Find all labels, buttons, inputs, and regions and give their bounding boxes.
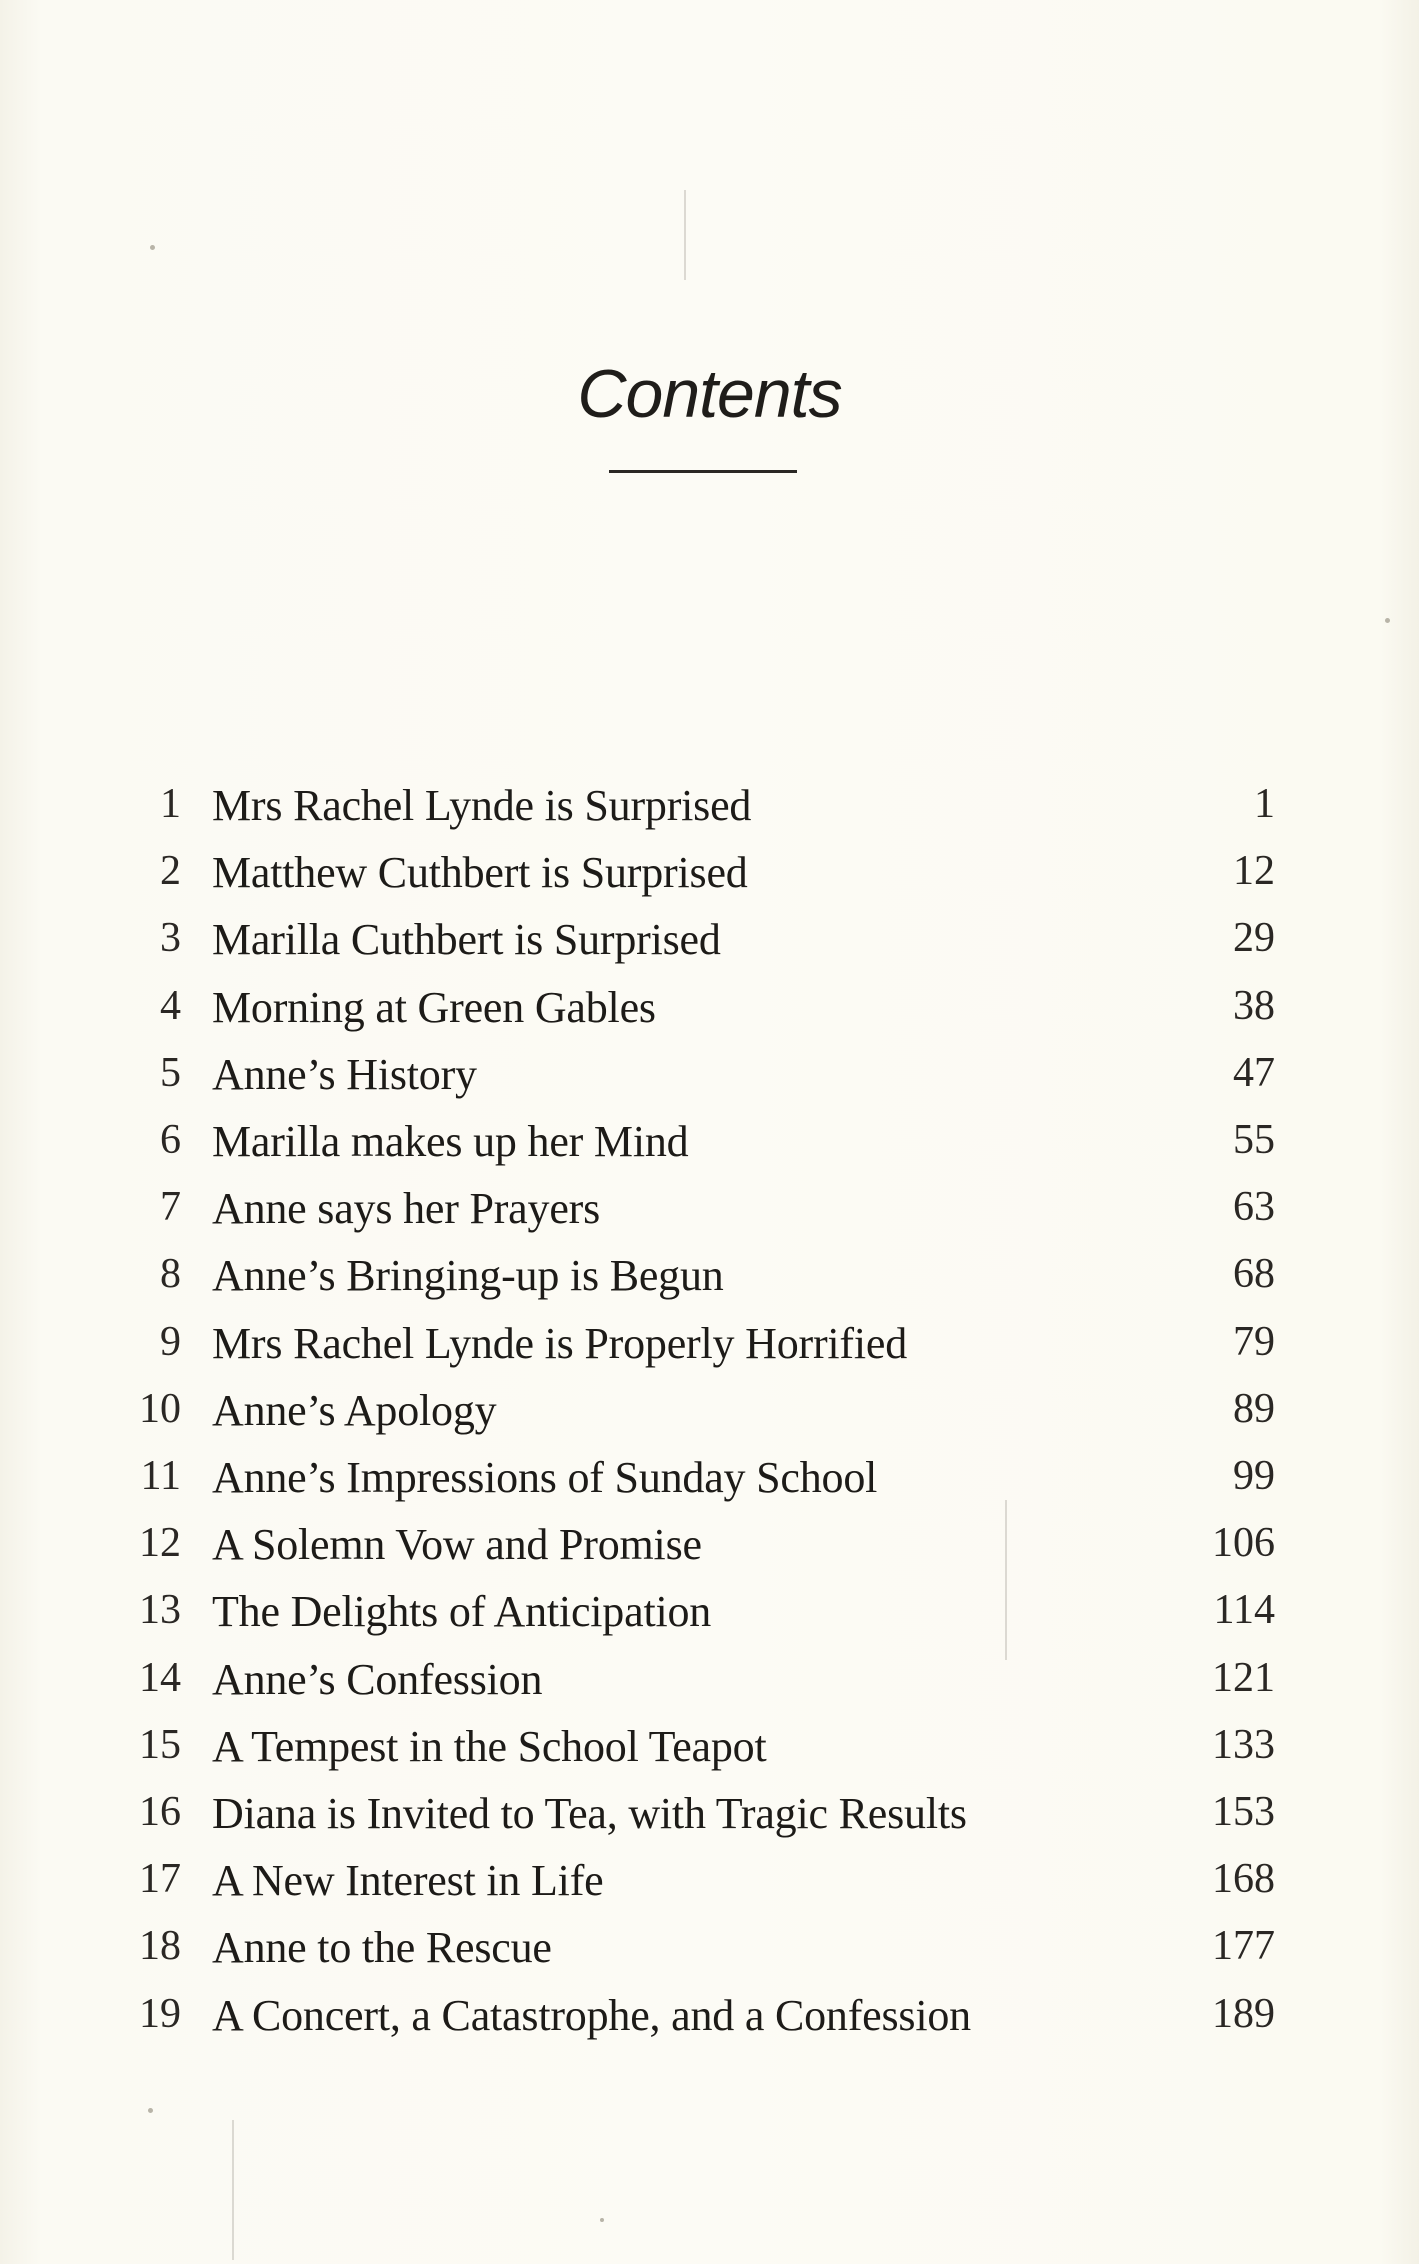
page-number: 106 xyxy=(1212,1520,1275,1567)
page-number: 1 xyxy=(1254,781,1275,827)
chapter-number: 12 xyxy=(139,1520,181,1567)
paper-speck xyxy=(148,2108,153,2113)
paper-speck xyxy=(1385,618,1390,623)
chapter-number: 10 xyxy=(139,1385,181,1432)
page-number: 121 xyxy=(1212,1654,1275,1701)
paper-mark xyxy=(684,190,686,280)
toc-entry[interactable] xyxy=(0,1385,1419,1452)
chapter-title: Anne’s Apology xyxy=(212,1385,497,1435)
chapter-title: Anne says her Prayers xyxy=(212,1184,601,1234)
chapter-title: Mrs Rachel Lynde is Surprised xyxy=(212,781,752,830)
chapter-title: Anne’s Impressions of Sunday School xyxy=(212,1453,878,1502)
toc-entry[interactable] xyxy=(0,1855,1419,1922)
chapter-title: Mrs Rachel Lynde is Properly Horrified xyxy=(212,1318,908,1368)
paper-speck xyxy=(150,245,155,250)
chapter-number: 4 xyxy=(160,982,181,1029)
page-number: 68 xyxy=(1233,1251,1275,1298)
chapter-number: 5 xyxy=(160,1049,181,1096)
chapter-title: Anne’s Confession xyxy=(212,1654,543,1704)
page-number: 189 xyxy=(1212,1990,1275,2037)
chapter-title: Diana is Invited to Tea, with Tragic Results xyxy=(212,1789,967,1838)
page-number: 114 xyxy=(1213,1587,1275,1634)
toc-entry[interactable] xyxy=(0,1788,1419,1855)
chapter-number: 9 xyxy=(160,1318,181,1365)
toc-entry[interactable] xyxy=(0,1452,1419,1519)
toc-entry[interactable] xyxy=(0,1318,1419,1385)
paper-mark xyxy=(232,2120,234,2260)
chapter-number: 16 xyxy=(139,1789,181,1835)
page-number: 168 xyxy=(1212,1856,1275,1903)
chapter-title: A Solemn Vow and Promise xyxy=(212,1520,702,1570)
chapter-number: 14 xyxy=(139,1654,181,1701)
toc-entry[interactable] xyxy=(0,1721,1419,1788)
toc-entry[interactable] xyxy=(0,1922,1419,1989)
toc-entry[interactable] xyxy=(0,914,1419,981)
page-number: 177 xyxy=(1212,1923,1275,1970)
chapter-number: 2 xyxy=(160,848,181,895)
chapter-title: The Delights of Anticipation xyxy=(212,1587,712,1637)
title-rule xyxy=(609,470,797,473)
chapter-number: 7 xyxy=(160,1184,181,1231)
chapter-number: 3 xyxy=(160,915,181,962)
chapter-title: Morning at Green Gables xyxy=(212,982,656,1032)
chapter-number: 15 xyxy=(139,1721,181,1768)
toc-entry[interactable] xyxy=(0,1116,1419,1183)
toc-entry[interactable] xyxy=(0,1049,1419,1116)
page-title: Contents xyxy=(577,356,842,432)
chapter-number: 18 xyxy=(139,1923,181,1970)
chapter-title: Matthew Cuthbert is Surprised xyxy=(212,848,748,898)
page-number: 89 xyxy=(1233,1385,1275,1432)
chapter-number: 1 xyxy=(160,781,181,827)
page-number: 55 xyxy=(1233,1117,1275,1163)
chapter-number: 17 xyxy=(139,1856,181,1903)
toc-entry[interactable] xyxy=(0,1250,1419,1317)
chapter-title: Marilla makes up her Mind xyxy=(212,1117,689,1166)
page-number: 133 xyxy=(1212,1721,1275,1768)
chapter-number: 6 xyxy=(160,1117,181,1163)
page-number: 79 xyxy=(1233,1318,1275,1365)
toc-entry[interactable] xyxy=(0,847,1419,914)
page-number: 38 xyxy=(1233,982,1275,1029)
chapter-title: Anne’s Bringing-up is Begun xyxy=(212,1251,724,1301)
chapter-title: A Tempest in the School Teapot xyxy=(212,1721,767,1771)
chapter-title: Marilla Cuthbert is Surprised xyxy=(212,915,721,965)
toc-entry[interactable] xyxy=(0,780,1419,847)
page-number: 99 xyxy=(1233,1453,1275,1499)
chapter-number: 11 xyxy=(140,1453,181,1499)
chapter-number: 13 xyxy=(139,1587,181,1634)
chapter-title: A New Interest in Life xyxy=(212,1856,604,1906)
toc-entry[interactable] xyxy=(0,1519,1419,1586)
page-number: 12 xyxy=(1233,848,1275,895)
chapter-number: 19 xyxy=(139,1990,181,2037)
page-number: 153 xyxy=(1212,1789,1275,1835)
chapter-title: Anne’s History xyxy=(212,1049,477,1099)
paper-speck xyxy=(600,2218,604,2222)
toc-entry[interactable] xyxy=(0,982,1419,1049)
chapter-number: 8 xyxy=(160,1251,181,1298)
toc-entry[interactable] xyxy=(0,1654,1419,1721)
page-number: 63 xyxy=(1233,1184,1275,1231)
page-number: 47 xyxy=(1233,1049,1275,1096)
chapter-title: A Concert, a Catastrophe, and a Confession xyxy=(212,1990,971,2040)
page-number: 29 xyxy=(1233,915,1275,962)
chapter-title: Anne to the Rescue xyxy=(212,1923,552,1973)
toc-entry[interactable] xyxy=(0,1586,1419,1653)
toc-entry[interactable] xyxy=(0,1990,1419,2057)
toc-entry[interactable] xyxy=(0,1183,1419,1250)
